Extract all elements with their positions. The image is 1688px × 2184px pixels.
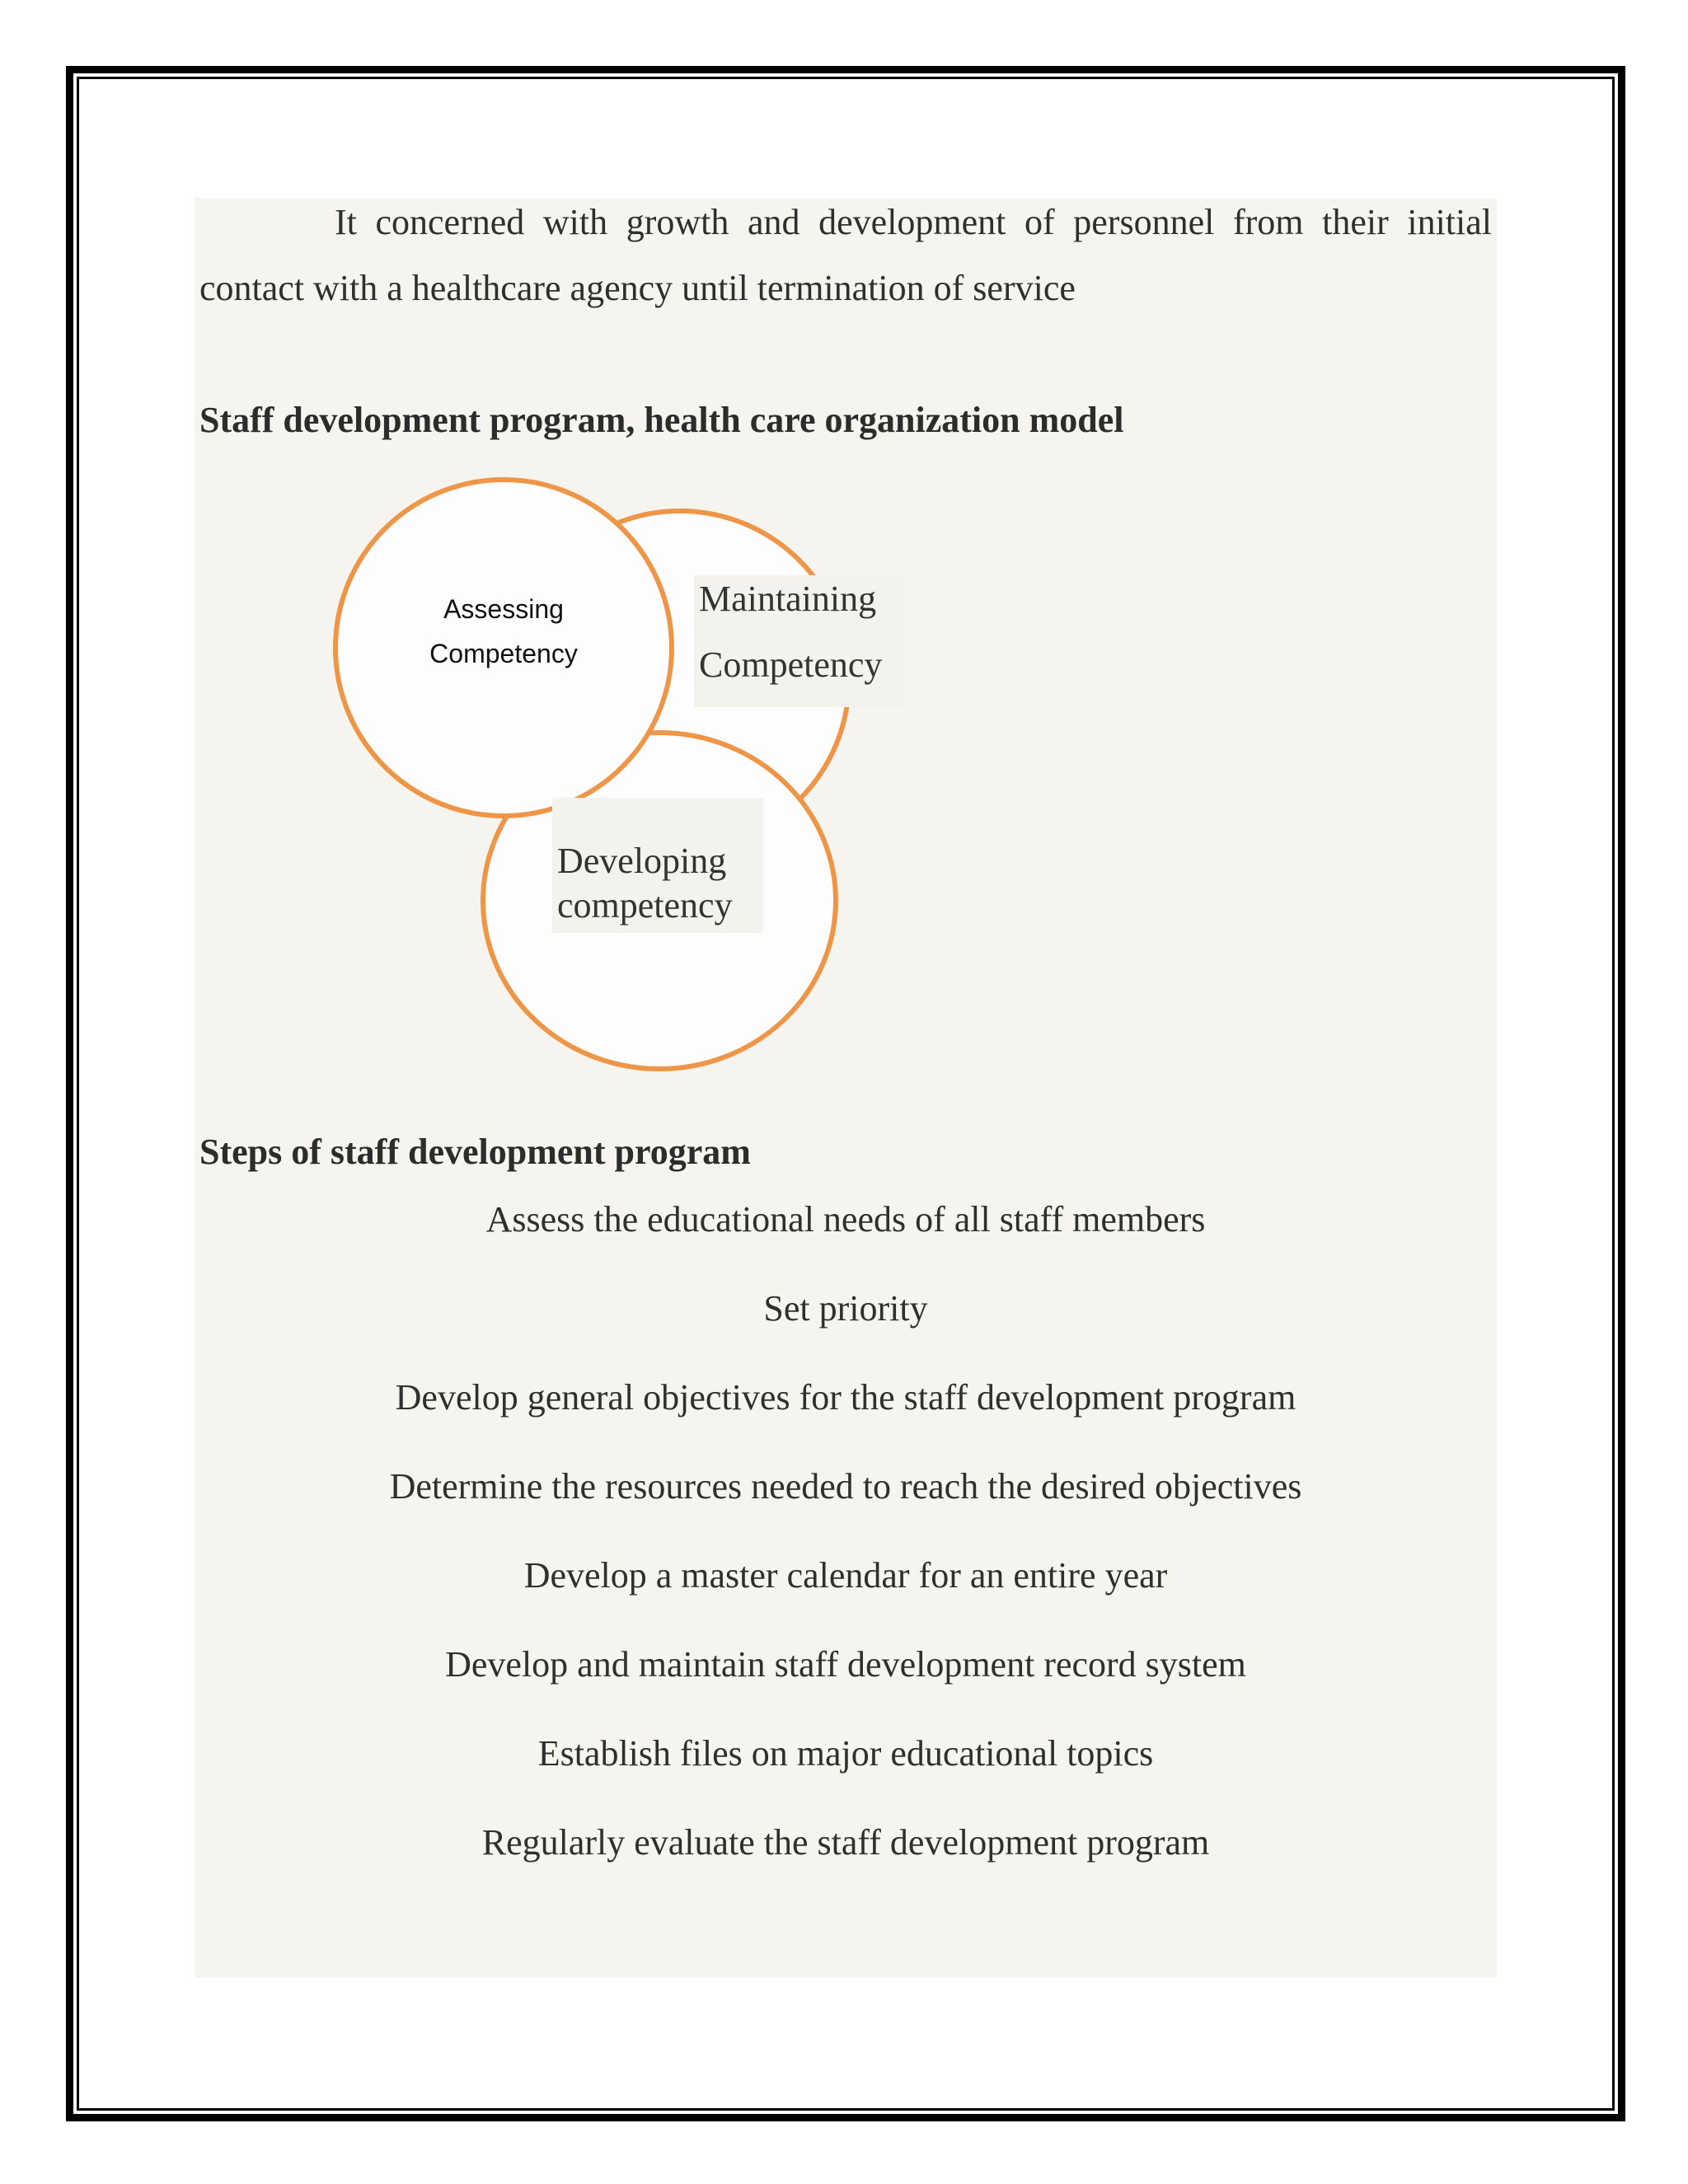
step-item: Develop a master calendar for an entire year	[523, 1555, 1168, 1596]
step-item: Develop general objectives for the staff development program	[395, 1377, 1296, 1418]
intro-text: It concerned with growth and development of personnel from their initial contact with a healthcare agency until termination of service	[199, 202, 1492, 308]
step-item: Set priority	[763, 1288, 928, 1329]
step-item: Assess the educational needs of all staff members	[485, 1199, 1206, 1240]
maintaining-label-line1: Maintaining	[699, 579, 877, 619]
diagram-circles	[313, 470, 989, 1080]
competency-diagram	[313, 470, 989, 1080]
model-heading: Staff development program, health care organization model	[199, 400, 1124, 440]
steps-list	[195, 1195, 1497, 1907]
assessing-label-line1: Assessing	[443, 594, 564, 624]
developing-label-line1: Developing	[557, 841, 727, 881]
step-item: Establish files on major educational topics	[537, 1733, 1154, 1774]
assessing-label-line2: Competency	[429, 639, 578, 668]
steps-heading: Steps of staff development program	[199, 1132, 751, 1172]
developing-label-line2: competency	[557, 885, 733, 926]
step-item: Regularly evaluate the staff development program	[481, 1822, 1210, 1863]
step-item: Determine the resources needed to reach the desired objectives	[389, 1466, 1302, 1507]
step-item: Develop and maintain staff development record system	[445, 1644, 1246, 1685]
intro-paragraph	[199, 190, 1492, 321]
maintaining-label-line2: Competency	[699, 644, 883, 685]
